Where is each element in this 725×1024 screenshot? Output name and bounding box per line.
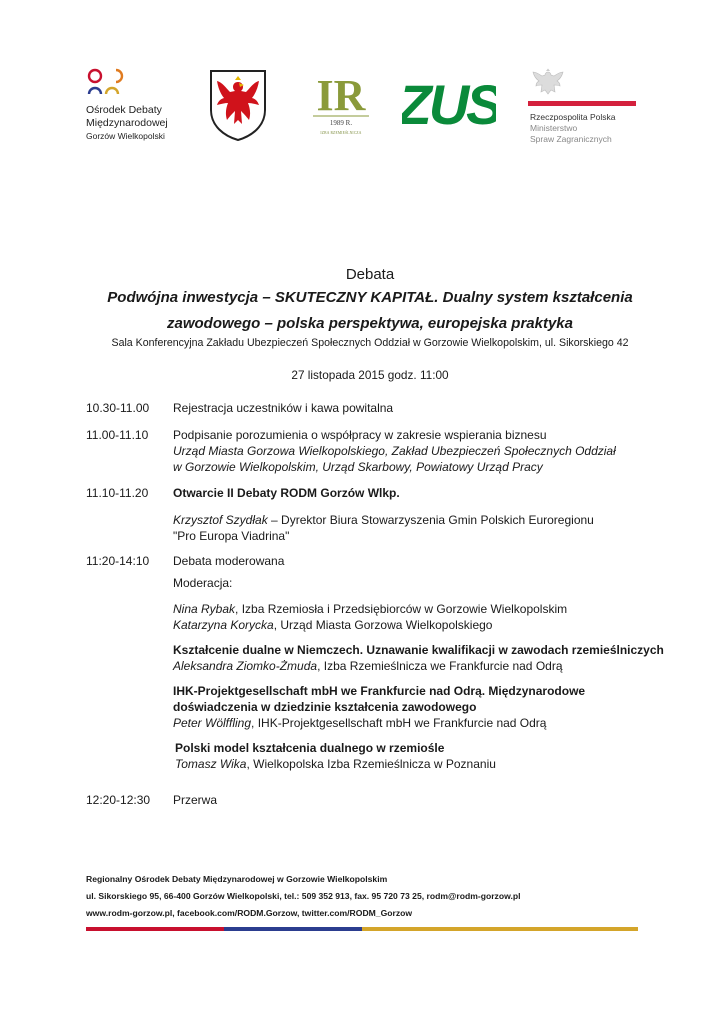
speaker-name: Krzysztof Szydłak <box>173 513 268 527</box>
rp-line3: Spraw Zagranicznych <box>530 134 612 144</box>
odm-logo-line2: Międzynarodowej <box>86 117 168 129</box>
moderator-org: , Urząd Miasta Gorzowa Wielkopolskiego <box>273 618 493 632</box>
footer-stripe-gold <box>362 927 638 931</box>
eagle-coat-of-arms-icon <box>208 68 268 142</box>
event-date: 27 listopada 2015 godz. 11:00 <box>291 368 449 382</box>
talk-speaker: Peter Wölffling <box>173 716 252 730</box>
odm-logo-line1: Ośrodek Debaty <box>86 104 162 116</box>
talk-speaker: Tomasz Wika <box>175 757 247 771</box>
venue: Sala Konferencyjna Zakładu Ubezpieczeń Społecznych Oddział w Gorzowie Wielkopolskim, ul. Sikorskiego 42 <box>111 337 629 349</box>
agenda-text: Przerwa <box>173 793 218 807</box>
talk-title: Kształcenie dualne w Niemczech. Uznawanie kwalifikacji w zawodach rzemieślniczych <box>173 643 664 657</box>
msz-logo <box>528 68 638 148</box>
white-eagle-icon <box>528 68 568 98</box>
agenda-title: Otwarcie II Debaty RODM Gorzów Wlkp. <box>173 486 400 500</box>
moderation-label: Moderacja: <box>173 576 233 590</box>
agenda-text: Podpisanie porozumienia o współpracy w zakresie wspierania biznesu <box>173 428 547 442</box>
ir-year: 1989 R. <box>329 119 353 127</box>
footer-links: www.rodm-gorzow.pl, facebook.com/RODM.Gorzow, twitter.com/RODM_Gorzow <box>86 908 413 918</box>
agenda-time: 10.30-11.00 <box>86 401 150 415</box>
flag-stripe <box>528 101 636 106</box>
svg-text:ZUS: ZUS <box>402 76 496 132</box>
document-type: Debata <box>345 266 395 283</box>
moderator-org: , Izba Rzemiosła i Przedsiębiorców w Gorzowie Wielkopolskim <box>235 602 568 616</box>
izba-rzemieslnicza-logo <box>305 70 377 142</box>
agenda-time: 11.10-11.20 <box>86 486 149 500</box>
zus-logo <box>402 76 496 132</box>
moderator-name: Nina Rybak <box>173 602 236 616</box>
speaker-role: – Dyrektor Biura Stowarzyszenia Gmin Polskich Euroregionu <box>267 513 594 527</box>
rp-line2: Ministerstwo <box>530 123 578 133</box>
agenda-parties: Urząd Miasta Gorzowa Wielkopolskiego, Zakład Ubezpieczeń Społecznych Oddział <box>173 444 616 458</box>
talk-title: doświadczenia w dziedzinie kształcenia zawodowego <box>173 700 477 714</box>
speaker-role: "Pro Europa Viadrina" <box>173 529 290 543</box>
agenda-parties: w Gorzowie Wielkopolskim, Urząd Skarbowy, Powiatowy Urząd Pracy <box>173 460 543 474</box>
talk-speaker-org: , IHK-Projektgesellschaft mbH we Frankfurcie nad Odrą <box>251 716 547 730</box>
moderator-name: Katarzyna Korycka <box>173 618 274 632</box>
svg-text:IR: IR <box>316 71 366 118</box>
footer-stripe-blue <box>224 927 362 931</box>
footer-stripe-red <box>86 927 224 931</box>
agenda-title: Debata moderowana <box>173 554 285 568</box>
talk-speaker: Aleksandra Ziomko-Żmuda <box>173 659 318 673</box>
footer <box>86 871 521 922</box>
agenda-time: 11.00-11.10 <box>86 428 149 442</box>
odm-logo <box>86 68 186 148</box>
ir-name: IZBA RZEMIEŚLNICZA <box>320 131 362 135</box>
talk-title: Polski model kształcenia dualnego w rzemiośle <box>175 741 445 755</box>
talk-title: IHK-Projektgesellschaft mbH we Frankfurcie nad Odrą. Międzynarodowe <box>173 684 586 698</box>
gorzow-coat-of-arms <box>208 68 268 142</box>
talk-speaker-org: , Wielkopolska Izba Rzemieślnicza w Poznaniu <box>246 757 496 771</box>
zus-logo-icon <box>402 76 496 132</box>
title-line-2: zawodowego – polska perspektywa, europejska praktyka <box>167 315 573 332</box>
odm-rings-icon <box>86 68 130 102</box>
footer-org: Regionalny Ośrodek Debaty Międzynarodowej w Gorzowie Wielkopolskim <box>86 874 388 884</box>
rp-line1: Rzeczpospolita Polska <box>530 112 616 122</box>
odm-logo-line3: Gorzów Wielkopolski <box>86 131 165 141</box>
title-line-1: Podwójna inwestycja – SKUTECZNY KAPITAŁ. Dualny system kształcenia <box>107 289 633 306</box>
footer-address: ul. Sikorskiego 95, 66-400 Gorzów Wielkopolski, tel.: 509 352 913, fax. 95 720 73 25, rodm@rodm-gorzow.pl <box>86 891 521 901</box>
talk-speaker-org: , Izba Rzemieślnicza we Frankfurcie nad Odrą <box>317 659 563 673</box>
agenda-text: Rejestracja uczestników i kawa powitalna <box>173 401 394 415</box>
agenda-time: 12:20-12:30 <box>86 793 151 807</box>
agenda-time: 11:20-14:10 <box>86 554 150 568</box>
ir-monogram-icon <box>305 70 377 118</box>
